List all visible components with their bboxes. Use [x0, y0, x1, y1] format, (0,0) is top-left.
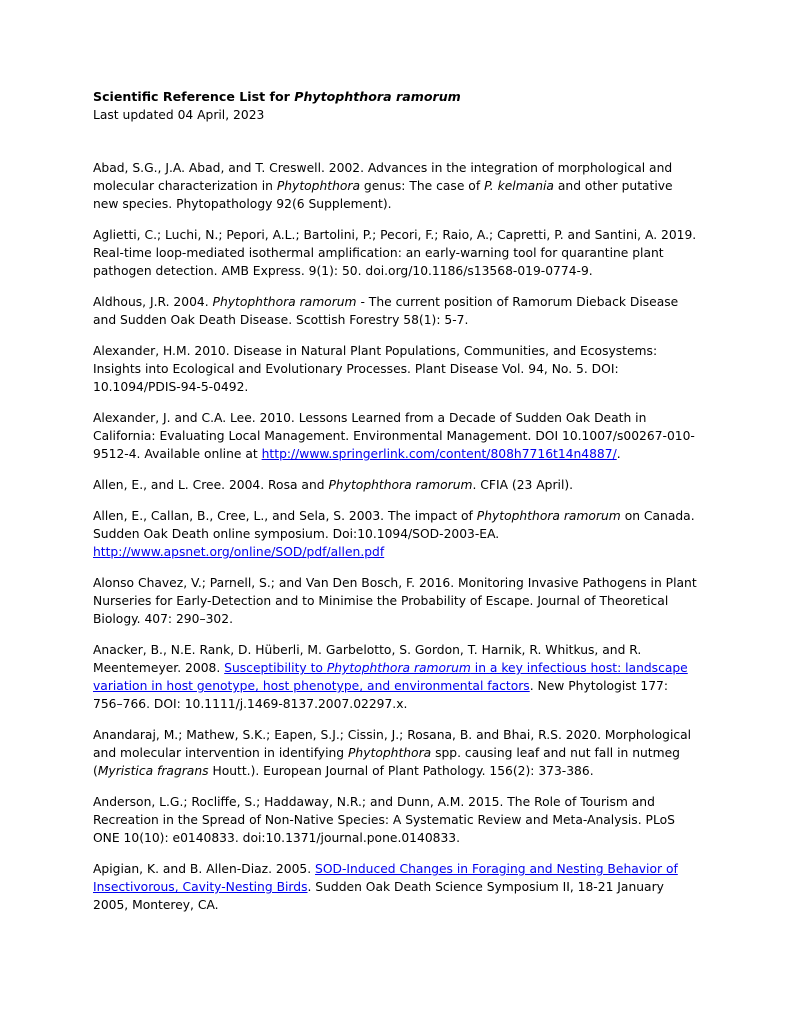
reference-text: Alexander, J. and C.A. Lee. 2010. Lessons Learned from a Decade of Sudden Oak Death in California: Evaluating Local Management. Environmental Management. DOI 10.1007/s00267-010-9512-4. Available online at: [93, 411, 695, 461]
reference-text: Alexander, H.M. 2010. Disease in Natural Plant Populations, Communities, and Ecosystems: Insights into Ecological and Evolutionary Processes. Plant Disease Vol. 94, No. 5. DOI: 10.1094/PDIS-94-5-0492.: [93, 344, 658, 394]
last-updated-line: Last updated 04 April, 2023: [93, 108, 265, 122]
reference-text: Aglietti, C.; Luchi, N.; Pepori, A.L.; Bartolini, P.; Pecori, F.; Raio, A.; Capretti, P. and Santini, A. 2019. Real-time loop-mediated isothermal amplification: an early-warning tool for quarantine plant pathogen detection. AMB Express. 9(1): 50. doi.org/10.1186/s13568-019-0774-9.: [93, 228, 697, 278]
reference-hyperlink[interactable]: Phytophthora ramorum: [326, 661, 471, 675]
reference-text: Phytophthora ramorum: [212, 295, 357, 309]
reference-text: spp. causing leaf and nut fall in nutmeg (: [93, 746, 680, 778]
reference-text: Allen, E., and L. Cree. 2004. Rosa and: [93, 478, 329, 492]
reference-text: Phytophthora: [348, 746, 432, 760]
reference-entry: [93, 507, 700, 561]
reference-text: Aldhous, J.R. 2004.: [93, 295, 213, 309]
reference-text: .: [616, 447, 621, 461]
reference-list: [93, 159, 700, 914]
reference-text: - The current position of Ramorum Dieback Disease and Sudden Oak Death Disease. Scottish Forestry 58(1): 5-7.: [93, 295, 679, 327]
reference-text: . Sudden Oak Death Science Symposium II, 18-21 January 2005, Monterey, CA.: [93, 880, 664, 912]
page-title-text: Scientific Reference List for: [93, 89, 295, 104]
reference-entry: [93, 342, 700, 396]
reference-text: Phytophthora ramorum: [476, 509, 621, 523]
reference-entry: [93, 574, 700, 628]
reference-text: Alonso Chavez, V.; Parnell, S.; and Van Den Bosch, F. 2016. Monitoring Invasive Pathogens in Plant Nurseries for Early-Detection and to Minimise the Probability of Escape. Journal of Theoretical Biology. 407: 290–302.: [93, 576, 697, 626]
reference-text: Abad, S.G., J.A. Abad, and T. Creswell. 2002. Advances in the integration of morphological and molecular characterization in: [93, 161, 673, 193]
reference-entry: [93, 409, 700, 463]
reference-hyperlink[interactable]: http://www.apsnet.org/online/SOD/pdf/allen.pdf: [93, 545, 385, 559]
reference-entry: [93, 293, 700, 329]
reference-text: Houtt.). European Journal of Plant Pathology. 156(2): 373-386.: [208, 764, 594, 778]
reference-entry: [93, 726, 700, 780]
reference-text: Allen, E., Callan, B., Cree, L., and Sela, S. 2003. The impact of: [93, 509, 477, 523]
reference-text: genus: The case of: [360, 179, 485, 193]
reference-text: Anderson, L.G.; Rocliffe, S.; Haddaway, N.R.; and Dunn, A.M. 2015. The Role of Tourism and Recreation in the Spread of Non-Native Species: A Systematic Review and Meta-Analysis. PLoS ONE 10(10): e0140833. doi:10.1371/journal.pone.0140833.: [93, 795, 675, 845]
reference-entry: [93, 476, 700, 494]
reference-entry: [93, 860, 700, 914]
reference-text: Anandaraj, M.; Mathew, S.K.; Eapen, S.J.; Cissin, J.; Rosana, B. and Bhai, R.S. 2020. Morphological and molecular intervention in identifying: [93, 728, 692, 760]
reference-entry: [93, 641, 700, 713]
reference-text: on Canada. Sudden Oak Death online symposium. Doi:10.1094/SOD-2003-EA.: [93, 509, 695, 541]
reference-text: and other putative new species. Phytopathology 92(6 Supplement).: [93, 179, 673, 211]
reference-hyperlink[interactable]: SOD-Induced Changes in Foraging and Nesting Behavior of Insectivorous, Cavity-Nesting Birds: [93, 862, 678, 894]
reference-text: . CFIA (23 April).: [472, 478, 574, 492]
reference-entry: [93, 793, 700, 847]
reference-text: Anacker, B., N.E. Rank, D. Hüberli, M. Garbelotto, S. Gordon, T. Harnik, R. Whitkus, and R. Meentemeyer. 2008.: [93, 643, 642, 675]
reference-entry: [93, 226, 700, 280]
reference-text: Apigian, K. and B. Allen-Diaz. 2005.: [93, 862, 316, 876]
reference-text: Myristica fragrans: [97, 764, 209, 778]
reference-hyperlink[interactable]: in a key infectious host: landscape variation in host genotype, host phenotype, and environmental factors: [93, 661, 688, 693]
reference-text: P. kelmania: [484, 179, 554, 193]
reference-entry: [93, 159, 700, 213]
reference-hyperlink[interactable]: Susceptibility to: [224, 661, 327, 675]
reference-text: Phytophthora: [276, 179, 361, 193]
reference-hyperlink[interactable]: http://www.springerlink.com/content/808h7716t14n4887/: [261, 447, 617, 461]
reference-text: Phytophthora ramorum: [328, 478, 473, 492]
page-title-species: Phytophthora ramorum: [294, 89, 461, 104]
reference-text: . New Phytologist 177: 756–766. DOI: 10.1111/j.1469-8137.2007.02297.x.: [93, 679, 669, 711]
page-title: [93, 88, 700, 106]
